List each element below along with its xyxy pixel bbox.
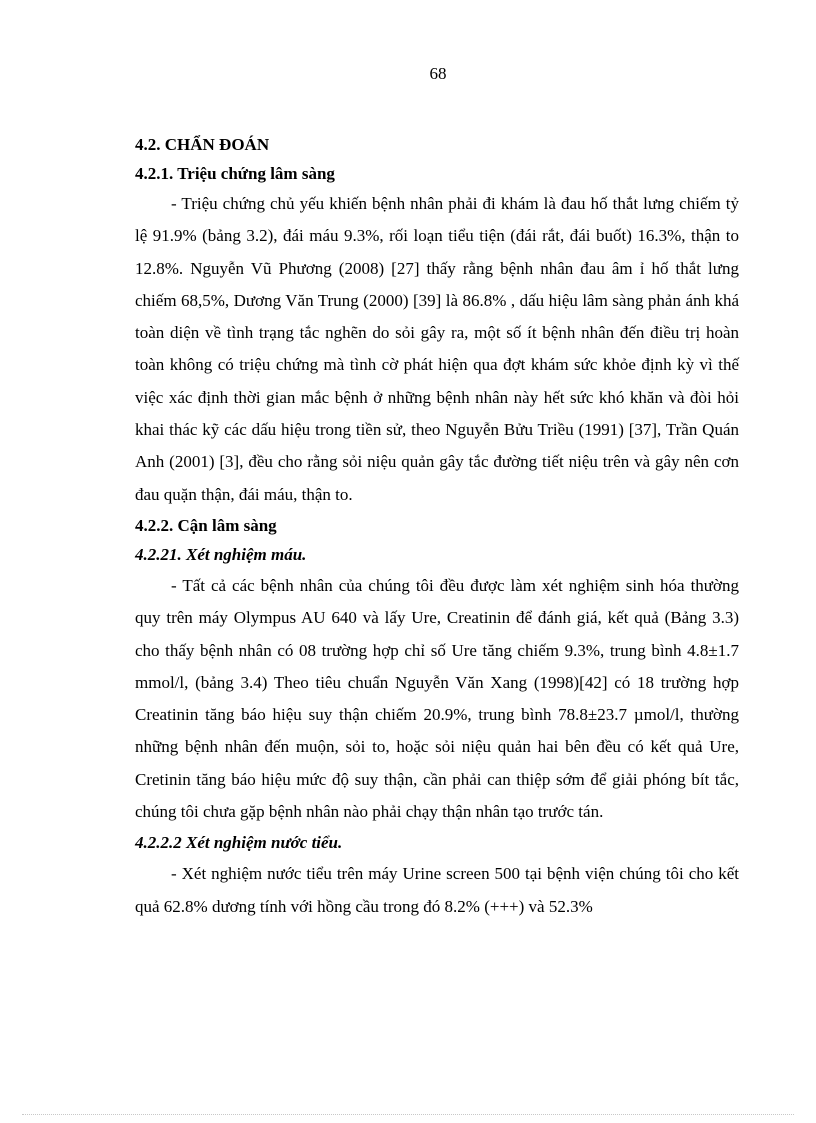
paragraph-urine-test: - Xét nghiệm nước tiểu trên máy Urine screen 500 tại bệnh viện chúng tôi cho kết quả 62.8% dương tính với hồng cầu trong đó 8.2% (+++) và 52.3% <box>135 864 739 916</box>
section-heading: 4.2. CHẨN ĐOÁN <box>135 135 270 154</box>
subsection-heading-paraclinical: 4.2.2. Cận lâm sàng <box>135 515 277 535</box>
page-bottom-divider <box>22 1114 794 1115</box>
page-number: 68 <box>429 64 447 83</box>
paragraph-blood-test: - Tất cả các bệnh nhân của chúng tôi đều được làm xét nghiệm sinh hóa thường quy trên máy Olympus AU 640 và lấy Ure, Creatinin để đánh giá, kết quả (Bảng 3.3) cho thấy bệnh nhân có 08 trường hợp chỉ số Ure tăng chiếm 9.3%, trung bình 4.8±1.7 mmol/l, (bảng 3.4) Theo tiêu chuẩn Nguyễn Văn Xang (1998)[42] có 18 trường hợp Creatinin tăng báo hiệu suy thận chiếm 20.9%, trung bình 78.8±23.7 µmol/l, thường những bệnh nhân đến muộn, sỏi to, hoặc sỏi niệu quản hai bên đều có kết quả Ure, Cretinin tăng báo hiệu mức độ suy thận, cần phải can thiệp sớm để giải phóng bít tắc, chúng tôi chưa gặp bệnh nhân nào phải chạy thận nhân tạo trước tán. <box>135 575 739 822</box>
subsubsection-heading-blood: 4.2.21. Xét nghiệm máu. <box>135 544 307 564</box>
paragraph-clinical-symptoms: - Triệu chứng chủ yếu khiến bệnh nhân phải đi khám là đau hố thắt lưng chiếm tỷ lệ 91.9% (bảng 3.2), đái máu 9.3%, rối loạn tiểu tiện (đái rắt, đái buốt) 16.3%, thận to 12.8%. Nguyễn Vũ Phương (2008) [27] thấy rằng bệnh nhân đau âm ỉ hố thắt lưng chiếm 68,5%, Dương Văn Trung (2000) [39] là 86.8% , dấu hiệu lâm sàng phản ánh khá toàn diện về tình trạng tắc nghẽn do sỏi gây ra, một số ít bệnh nhân đến điều trị hoàn toàn không có triệu chứng mà tình cờ phát hiện qua đợt khám sức khỏe định kỳ vì thế việc xác định thời gian mắc bệnh ở những bệnh nhân này hết sức khó khăn và đòi hỏi khai thác kỹ các dấu hiệu trong tiền sử, theo Nguyễn Bửu Triều (1991) [37], Trần Quán Anh (2001) [3], đều cho rằng sỏi niệu quản gây tắc đường tiết niệu trên và gây nên cơn đau quặn thận, đái máu, thận to. <box>135 194 739 504</box>
subsubsection-heading-urine: 4.2.2.2 Xét nghiệm nước tiểu. <box>135 833 343 853</box>
document-body <box>135 130 739 923</box>
subsection-heading-clinical: 4.2.1. Triệu chứng lâm sàng <box>135 164 335 183</box>
